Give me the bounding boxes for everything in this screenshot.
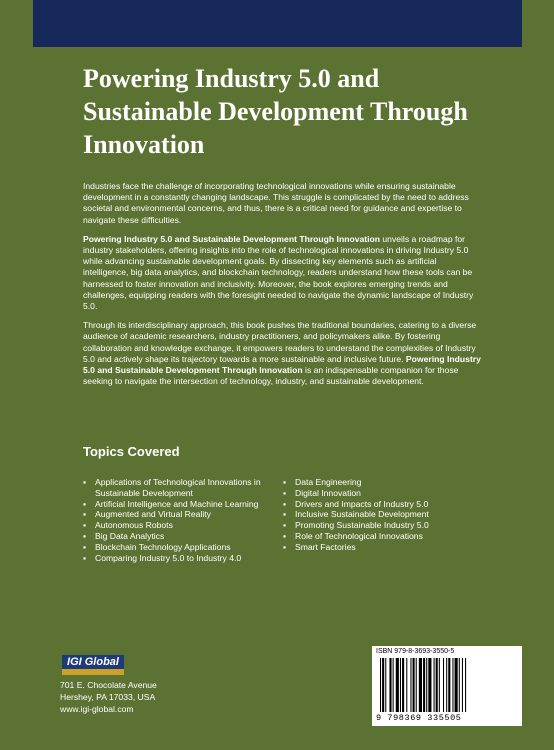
barcode-bar <box>465 658 466 712</box>
topics-list-right <box>283 477 483 553</box>
barcode-bar <box>382 658 384 712</box>
barcode-bar <box>389 658 391 712</box>
barcode-bar <box>419 658 422 712</box>
barcode-bar <box>410 658 411 712</box>
title-line: Powering Industry 5.0 and <box>83 64 380 93</box>
bullet-icon: ▪ <box>83 530 87 541</box>
barcode-bar <box>406 658 407 712</box>
bullet-icon: ▪ <box>83 552 87 563</box>
book-title-inline: Powering Industry 5.0 and Sustainable Development Through Innovation <box>83 353 481 376</box>
topic-label: Blockchain Technology Applications <box>95 541 231 552</box>
barcode-bar <box>434 658 435 712</box>
isbn-number: 9 798369 335505 <box>376 713 462 723</box>
barcode-bar <box>400 658 401 712</box>
barcode-bar <box>380 658 381 712</box>
bullet-icon: ▪ <box>283 498 287 509</box>
bullet-icon: ▪ <box>283 520 287 531</box>
topic-item <box>283 488 483 499</box>
topic-label: Inclusive Sustainable Development <box>295 509 429 520</box>
topic-label: Artificial Intelligence and Machine Learning <box>95 498 259 509</box>
topic-label: Autonomous Robots <box>95 520 173 531</box>
barcode-bar <box>455 658 458 712</box>
topic-label: Smart Factories <box>295 541 356 552</box>
title-line: Sustainable Development Through <box>83 97 468 126</box>
paragraph-intro: Industries face the challenge of incorporating technological innovations while ensuring sustainable development in a constantly changing landscape. This struggle is complicated by the need to address societal and environmental concerns, and thus, there is a critical need for guidance and expertise to navigate these difficulties. <box>83 181 469 225</box>
bullet-icon: ▪ <box>83 498 87 509</box>
topic-label: Digital Innovation <box>295 487 361 498</box>
topic-item <box>83 531 283 542</box>
book-title-inline: Powering Industry 5.0 and Sustainable Development Through Innovation <box>83 233 380 244</box>
bullet-icon: ▪ <box>83 509 87 520</box>
address-line: 701 E. Chocolate Avenue <box>60 680 157 690</box>
topic-label: Drivers and Impacts of Industry 5.0 <box>295 498 429 509</box>
bullet-icon: ▪ <box>83 520 87 531</box>
topic-item <box>283 531 483 542</box>
topic-label: Comparing Industry 5.0 to Industry 4.0 <box>95 552 242 563</box>
topic-item <box>83 553 283 564</box>
barcode-bar <box>439 658 440 712</box>
topic-item <box>83 477 283 499</box>
barcode-bar <box>402 658 404 712</box>
barcode-bar <box>396 658 399 712</box>
bullet-icon: ▪ <box>283 541 287 552</box>
bullet-icon: ▪ <box>283 477 287 487</box>
barcode-bar <box>436 658 438 712</box>
barcode-bar <box>446 658 447 712</box>
topic-item <box>283 520 483 531</box>
topic-label: Promoting Sustainable Industry 5.0 <box>295 520 429 531</box>
paragraph-text: Through its interdisciplinary approach, this book pushes the traditional boundaries, catering to a diverse audience of academic researchers, industry practitioners, and policymakers alike. By fostering collaboration and knowledge exchange, it empowers readers to understand the complexities of Industry 5.0 and actively shape its trajectory towards a more sustainable and inclusive future. <box>83 320 477 364</box>
publisher-logo <box>62 655 124 675</box>
topic-item <box>283 477 483 488</box>
topic-label: Applications of Technological Innovations in Sustainable Development <box>95 477 261 498</box>
barcode-bar <box>448 658 450 712</box>
barcode-bar <box>462 658 463 712</box>
barcode-bar <box>385 658 386 712</box>
paragraph-audience <box>83 320 483 387</box>
barcode-bar <box>413 658 415 712</box>
barcode <box>376 658 516 712</box>
barcode-bar <box>428 658 431 712</box>
paragraph-overview <box>83 234 483 312</box>
topic-item <box>283 509 483 520</box>
isbn-label: ISBN 979-8-3693-3550-5 <box>376 648 455 655</box>
barcode-box <box>372 646 522 726</box>
paragraph-text: is an indispensable companion for those seeking to navigate the intersection of technology, industry, and sustainable development. <box>83 365 459 387</box>
barcode-bar <box>443 658 444 712</box>
topics-heading: Topics Covered <box>83 444 180 459</box>
barcode-bar <box>426 658 427 712</box>
publisher-address <box>60 679 157 715</box>
bullet-icon: ▪ <box>83 477 87 487</box>
barcode-bar <box>393 658 394 712</box>
description <box>83 181 483 395</box>
website: www.igi-global.com <box>60 704 134 714</box>
top-banner <box>33 0 522 47</box>
barcode-bar <box>416 658 417 712</box>
topic-item <box>83 509 283 520</box>
logo-strip <box>62 669 124 675</box>
topic-label: Augmented and Virtual Reality <box>95 509 211 520</box>
topic-item <box>283 542 483 553</box>
address-line: Hershey, PA 17033, USA <box>60 692 156 702</box>
book-title <box>83 62 523 161</box>
bullet-icon: ▪ <box>283 530 287 541</box>
barcode-bar <box>423 658 425 712</box>
topic-item <box>283 499 483 510</box>
topic-item <box>83 520 283 531</box>
topic-item <box>83 499 283 510</box>
paragraph-text: unveils a roadmap for industry stakeholders, offering insights into the role of technological innovations in driving Industry 5.0 while advancing sustainable development goals. By dissecting key elements such as artificial intelligence, big data analytics, and blockchain technology, readers understand how these tools can be harnessed to foster innovation and inclusivity. Moreover, the book explores emerging trends and challenges, equipping readers with the foresight needed to navigate the dynamic landscape of Industry 5.0. <box>83 233 474 312</box>
topic-item <box>83 542 283 553</box>
bullet-icon: ▪ <box>283 509 287 520</box>
topics-list-left <box>83 477 283 563</box>
title-line: Innovation <box>83 130 205 159</box>
topic-label: Role of Technological Innovations <box>295 530 423 541</box>
bullet-icon: ▪ <box>83 541 87 552</box>
topic-label: Big Data Analytics <box>95 530 165 541</box>
bullet-icon: ▪ <box>283 487 287 498</box>
logo-text: IGI Global <box>62 655 124 669</box>
topic-label: Data Engineering <box>295 477 362 487</box>
barcode-bar <box>452 658 453 712</box>
barcode-bar <box>459 658 460 712</box>
